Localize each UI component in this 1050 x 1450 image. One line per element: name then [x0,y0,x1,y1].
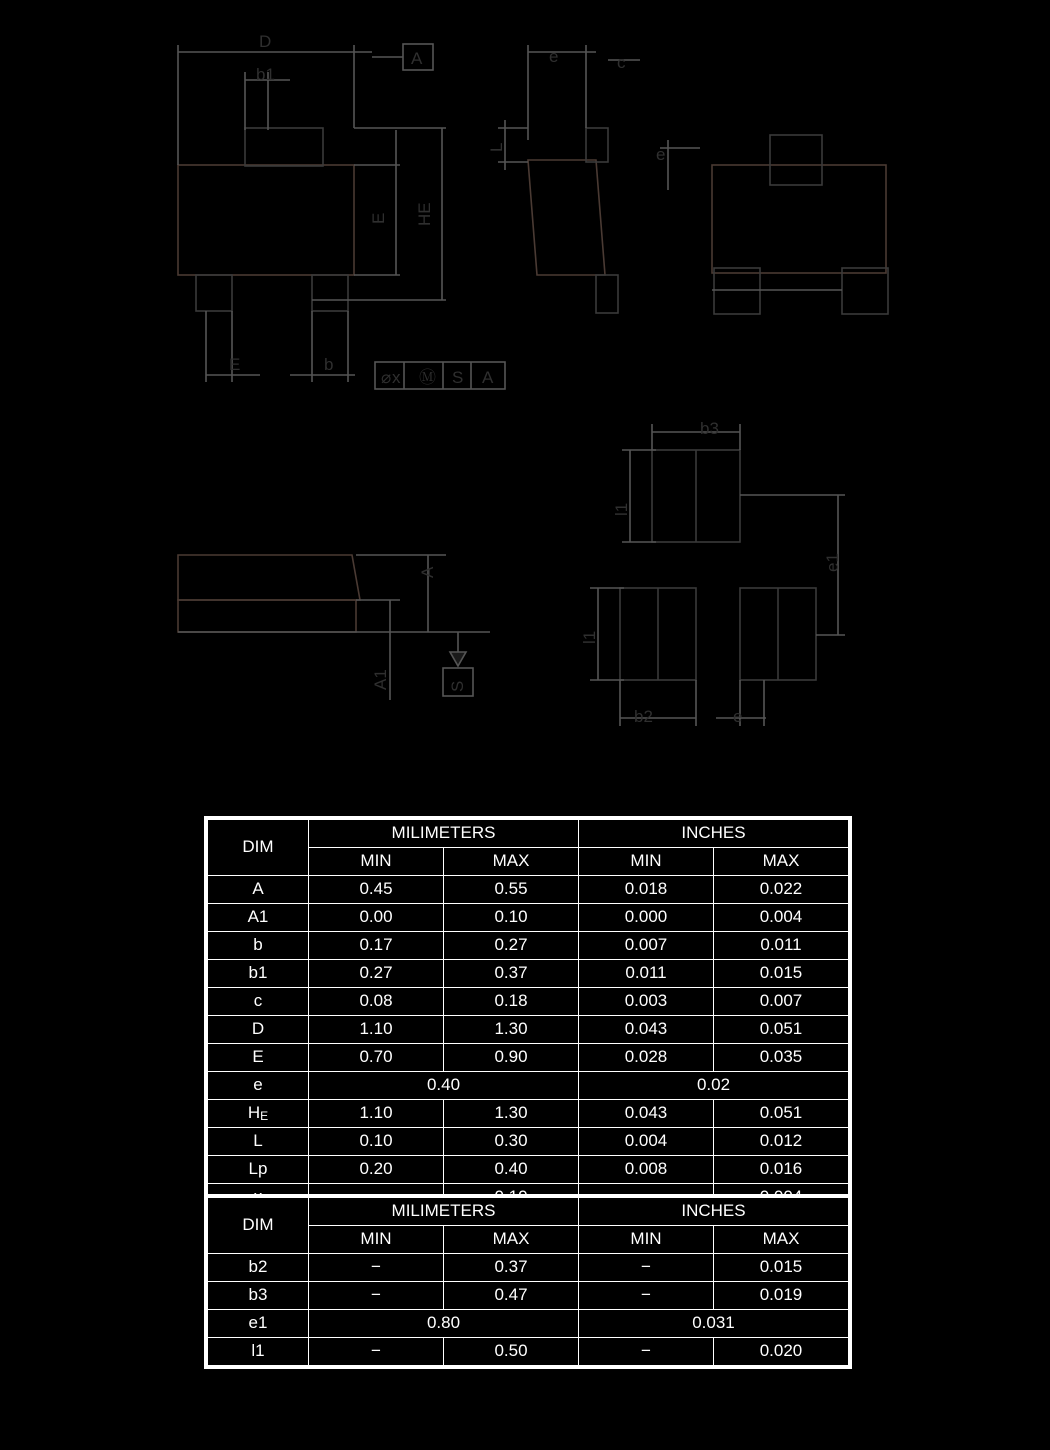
cell-in-max: 0.004 [714,904,849,932]
cell-in-min: 0.028 [579,1044,714,1072]
cell-mm-min: 1.10 [309,1100,444,1128]
header-mm-min: MIN [309,1226,444,1254]
cell-mm-max: 0.50 [444,1338,579,1366]
cell-mm-min: 1.10 [309,1016,444,1044]
cell-mm-min: − [309,1338,444,1366]
cell-dim: L [208,1128,309,1156]
label-L: L [487,142,506,152]
cell-mm-max: 0.90 [444,1044,579,1072]
cell-dim: D [208,1016,309,1044]
cell-in-max: 0.035 [714,1044,849,1072]
cell-in-max: 0.007 [714,988,849,1016]
cell-dim: b2 [208,1254,309,1282]
label-l1-top: l1 [612,502,631,516]
cell-mm-max: 0.27 [444,932,579,960]
cell-in-min: − [579,1254,714,1282]
header-in-max: MAX [714,1226,849,1254]
cell-in-min: 0.004 [579,1128,714,1156]
cell-mm-min: − [309,1254,444,1282]
cell-mm-span: 0.40 [309,1072,579,1100]
cell-dim: A1 [208,904,309,932]
cell-mm-min: 0.27 [309,960,444,988]
dimension-table-footprint-border [204,1194,852,1369]
table-row [208,1156,849,1184]
cell-mm-min: 0.17 [309,932,444,960]
label-datum-S-frame: S [452,368,464,387]
label-E-bottom: E [229,355,241,374]
label-HE-vertical: HE [415,202,434,226]
cell-in-min: 0.003 [579,988,714,1016]
header-dim: DIM [208,820,309,876]
table-row [208,1254,849,1282]
cell-mm-max: 0.40 [444,1156,579,1184]
cell-mm-min: 0.70 [309,1044,444,1072]
cell-mm-max: 0.37 [444,1254,579,1282]
cell-in-max: 0.016 [714,1156,849,1184]
header-dim: DIM [208,1198,309,1254]
cell-mm-span: 0.80 [309,1310,579,1338]
header-mm-max: MAX [444,848,579,876]
label-A-height: A [418,566,437,578]
header-millimeters: MILIMETERS [309,820,579,848]
cell-mm-min: 0.45 [309,876,444,904]
cell-mm-max: 0.47 [444,1282,579,1310]
label-e-top: e [549,47,559,66]
cell-in-max: 0.051 [714,1100,849,1128]
label-E-vertical: E [369,212,388,224]
label-e-right: e [656,145,666,164]
cell-in-max: 0.051 [714,1016,849,1044]
table-row [208,1100,849,1128]
table-row [208,1338,849,1366]
cell-in-min: − [579,1282,714,1310]
cell-mm-max: 1.30 [444,1100,579,1128]
dimension-table-main-wrapper [204,816,852,1220]
dimension-table-footprint [207,1197,849,1366]
cell-in-min: 0.043 [579,1016,714,1044]
cell-in-max: 0.022 [714,876,849,904]
dimension-table-main-border [204,816,852,1215]
cell-in-min: − [579,1338,714,1366]
table-row [208,1282,849,1310]
cell-in-min: 0.018 [579,876,714,904]
header-millimeters: MILIMETERS [309,1198,579,1226]
cell-dim: l1 [208,1338,309,1366]
cell-in-span: 0.031 [579,1310,849,1338]
table-row [208,1128,849,1156]
cell-mm-max: 1.30 [444,1016,579,1044]
label-datum-A: A [411,49,423,68]
table-row [208,960,849,988]
cell-in-max: 0.011 [714,932,849,960]
cell-in-min: 0.007 [579,932,714,960]
label-x-tolerance: x [392,368,401,387]
cell-dim: b [208,932,309,960]
table-row [208,904,849,932]
label-e-bottom: e [733,707,743,726]
cell-dim: c [208,988,309,1016]
cell-in-max: 0.015 [714,1254,849,1282]
cell-in-max: 0.019 [714,1282,849,1310]
cell-mm-min: 0.10 [309,1128,444,1156]
cell-in-max: 0.012 [714,1128,849,1156]
label-D: D [259,32,272,51]
cell-in-span: 0.02 [579,1072,849,1100]
cell-in-min: 0.000 [579,904,714,932]
table-header-row-1 [208,820,849,848]
label-e1: e1 [823,553,842,572]
cell-mm-min: 0.00 [309,904,444,932]
header-in-min: MIN [579,848,714,876]
dimension-table-main [207,819,849,1212]
cell-in-min: 0.043 [579,1100,714,1128]
label-c: c [617,53,626,72]
cell-mm-min: 0.08 [309,988,444,1016]
cell-in-max: 0.020 [714,1338,849,1366]
table-row [208,988,849,1016]
label-datum-A-frame: A [482,368,494,387]
cell-in-max: 0.015 [714,960,849,988]
table-row [208,932,849,960]
table-row [208,1016,849,1044]
cell-in-min: 0.011 [579,960,714,988]
header-inches: INCHES [579,820,849,848]
label-b3: b3 [700,419,719,438]
label-mmc-symbol: Ⓜ [419,368,436,387]
table-row-span [208,1310,849,1338]
header-mm-max: MAX [444,1226,579,1254]
label-diameter-symbol: ⌀ [381,368,392,387]
label-b1: b1 [256,65,275,84]
dimension-table-footprint-wrapper [204,1194,852,1374]
label-l1-bottom: l1 [580,630,599,644]
cell-mm-max: 0.37 [444,960,579,988]
cell-dim: Lp [208,1156,309,1184]
header-inches: INCHES [579,1198,849,1226]
cell-dim: b3 [208,1282,309,1310]
cell-mm-max: 0.18 [444,988,579,1016]
header-in-min: MIN [579,1226,714,1254]
table-header-row-1 [208,1198,849,1226]
table-row [208,1044,849,1072]
cell-dim: E [208,1044,309,1072]
cell-mm-max: 0.55 [444,876,579,904]
cell-mm-max: 0.30 [444,1128,579,1156]
label-datum-S: S [448,680,467,692]
cell-mm-max: 0.10 [444,904,579,932]
cell-dim: A [208,876,309,904]
cell-dim: e1 [208,1310,309,1338]
table-row [208,876,849,904]
header-mm-min: MIN [309,848,444,876]
cell-in-min: 0.008 [579,1156,714,1184]
label-A1: A1 [371,669,390,690]
cell-dim: e [208,1072,309,1100]
table-row-span [208,1072,849,1100]
cell-mm-min: 0.20 [309,1156,444,1184]
cell-dim: b1 [208,960,309,988]
header-in-max: MAX [714,848,849,876]
cell-dim: HE [208,1100,309,1128]
cell-mm-min: − [309,1282,444,1310]
label-b: b [324,355,334,374]
label-b2: b2 [634,707,653,726]
